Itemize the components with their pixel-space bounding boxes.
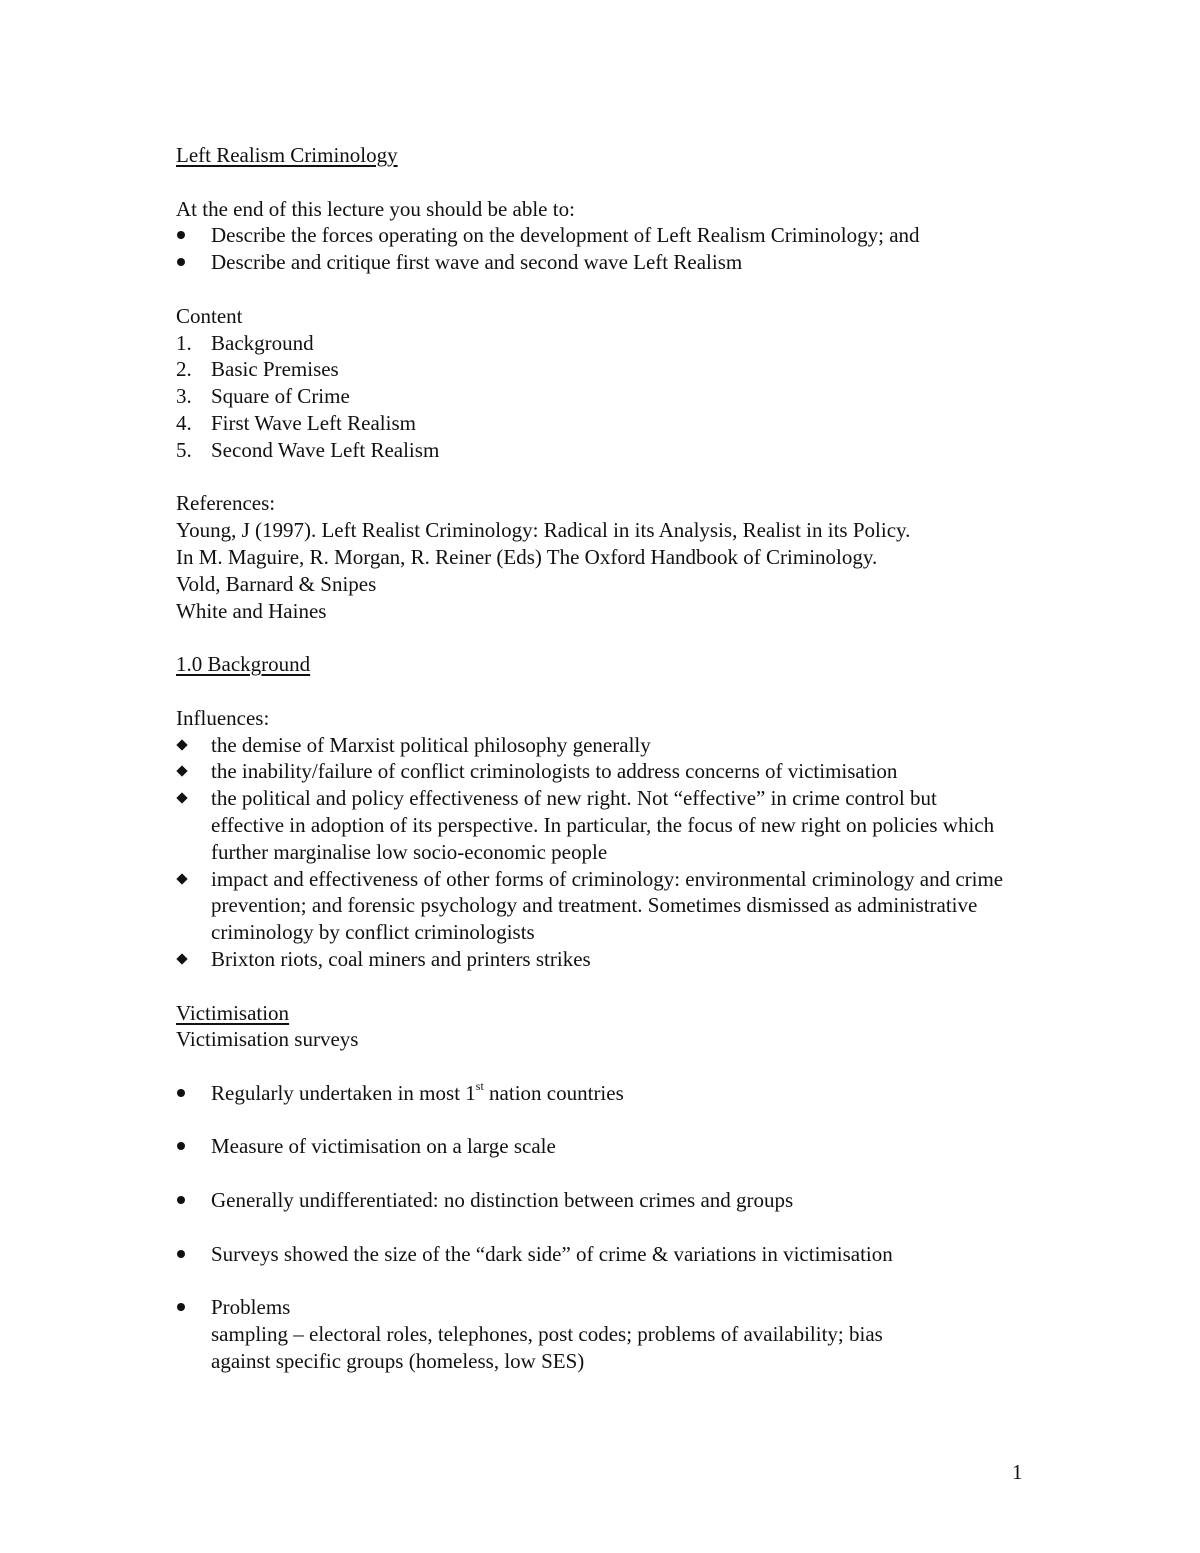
list-item: Problems sampling – electoral roles, telephones, post codes; problems of availability; bias against specific groups (homeless, low SES)	[211, 1295, 883, 1373]
list-item: the inability/failure of conflict criminologists to address concerns of victimisation	[211, 759, 898, 784]
list-item: impact and effectiveness of other forms of criminology: environmental criminology and crime prevention; and forensic psychology and treatment. Sometimes dismissed as administrative criminology by conflict criminologists	[211, 866, 1004, 945]
list-item: the political and policy effectiveness of new right. Not “effective” in crime control but effective in adoption of its perspective. In particular, the focus of new right on policies which further marginalise low socio-economic people	[211, 786, 995, 864]
list-item: Regularly undertaken in most 1st nation countries	[211, 1078, 624, 1105]
list-item: Describe and critique first wave and second wave Left Realism	[211, 250, 743, 275]
list-item: 4. First Wave Left Realism	[176, 410, 416, 435]
victimisation-list	[176, 1080, 1036, 1375]
content-list	[176, 330, 1036, 464]
list-item: Measure of victimisation on a large scale	[211, 1134, 556, 1159]
reference-line: In M. Maguire, R. Morgan, R. Reiner (Eds) The Oxford Handbook of Criminology.	[176, 544, 878, 569]
list-item: Describe the forces operating on the development of Left Realism Criminology; and	[211, 223, 920, 248]
document-title: Left Realism Criminology	[176, 143, 398, 167]
list-number: 2.	[176, 357, 192, 382]
list-item: 2. Basic Premises	[176, 357, 339, 382]
list-item: 5. Second Wave Left Realism	[176, 437, 440, 462]
list-number: 3.	[176, 384, 192, 409]
list-item: the demise of Marxist political philosophy generally	[211, 732, 651, 757]
background-heading: 1.0 Background	[176, 652, 311, 677]
list-number: 4.	[176, 410, 192, 435]
list-item: Generally undifferentiated: no distinction between crimes and groups	[211, 1188, 794, 1213]
page-number: 1	[1012, 1460, 1023, 1484]
references-heading: References:	[176, 491, 276, 516]
victimisation-heading: Victimisation	[176, 1000, 290, 1025]
influences-list	[176, 732, 1036, 973]
list-item: 3. Square of Crime	[176, 384, 350, 409]
influences-label: Influences:	[176, 705, 270, 730]
list-number: 1.	[176, 330, 192, 355]
content-heading: Content	[176, 303, 243, 328]
document-page	[176, 142, 1036, 1375]
list-item: Brixton riots, coal miners and printers strikes	[211, 946, 591, 971]
objectives-list	[176, 222, 1036, 276]
objectives-intro: At the end of this lecture you should be able to:	[176, 196, 575, 221]
reference-line: Young, J (1997). Left Realist Criminology: Radical in its Analysis, Realist in its Policy.	[176, 518, 911, 543]
victimisation-subheading: Victimisation surveys	[176, 1027, 359, 1052]
reference-line: White and Haines	[176, 598, 327, 623]
list-item: 1. Background	[176, 330, 314, 355]
list-number: 5.	[176, 437, 192, 462]
list-item: Surveys showed the size of the “dark side” of crime & variations in victimisation	[211, 1241, 893, 1266]
reference-line: Vold, Barnard & Snipes	[176, 571, 377, 596]
